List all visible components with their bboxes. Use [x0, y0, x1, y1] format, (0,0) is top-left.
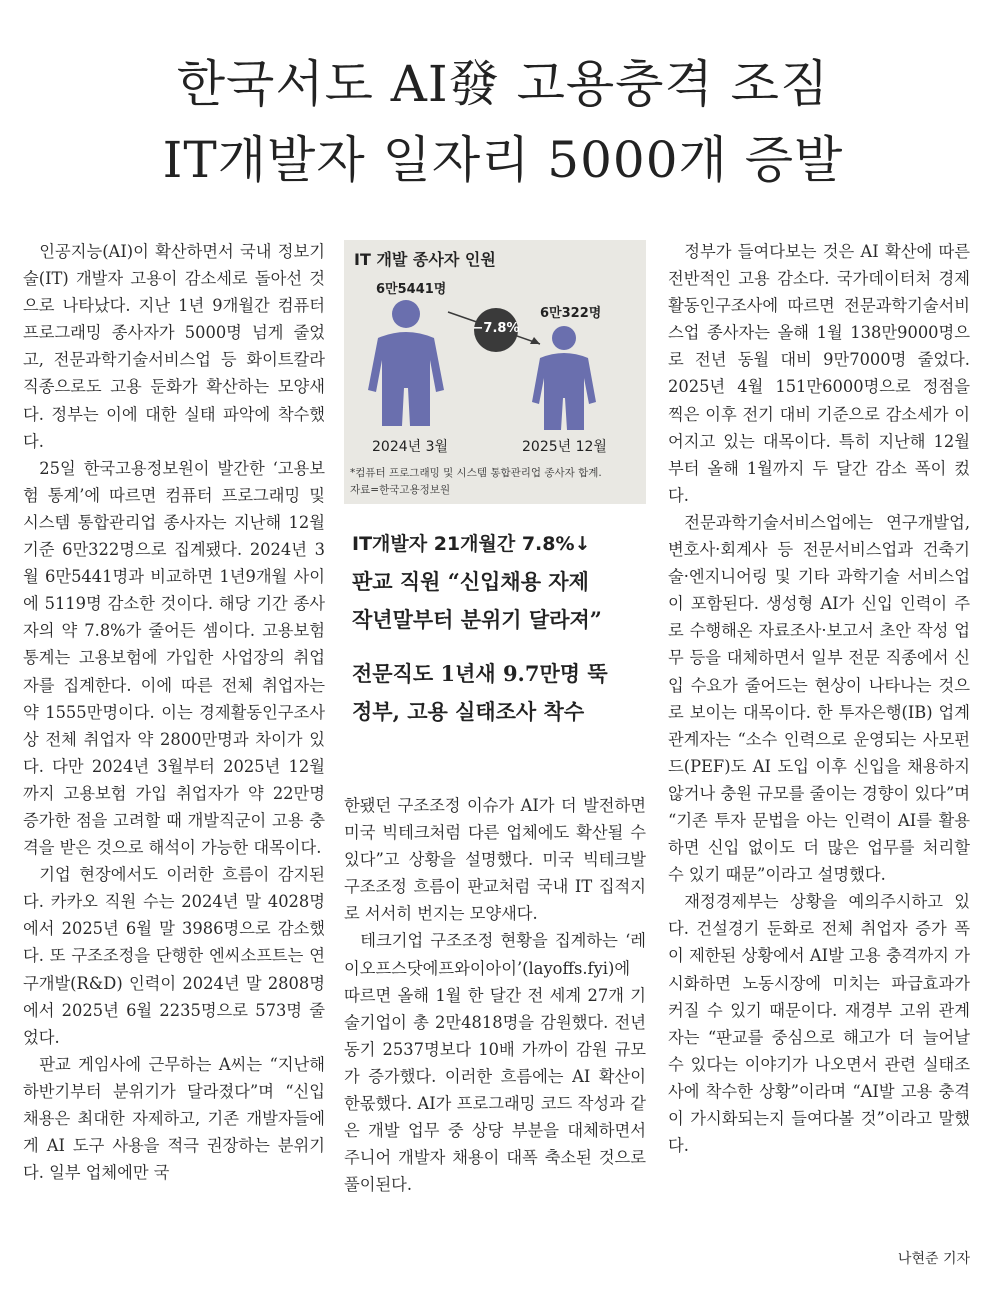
infographic-source: 자료=한국고용정보원	[350, 484, 451, 496]
infographic-title: IT 개발 종사자 인원	[354, 250, 496, 269]
subheadline: 작년말부터 분위기 달라져”	[352, 607, 602, 632]
infographic	[344, 240, 646, 504]
subheadline: IT개발자 21개월간 7.8%↓	[352, 533, 591, 555]
right-period-label: 2025년 12월	[522, 439, 607, 455]
headline-line-1: 한국서도 AI發 고용충격 조짐	[176, 55, 830, 113]
paragraph: 재정경제부는 상황을 예의주시하고 있다. 건설경기 둔화로 전체 취업자 증가 폭이 제한된 상황에서 AI발 고용 충격까지 가시화하면 노동시장에 미치는 파급효과가 커질 수 있기 때문이다. 재경부 고위 관계자는 “판교를 중심으로 해고가 더 늘어날 수 있다는 이야기가 나오면서 관련 실태조사에 착수한 상황”이라며 “AI발 고용 충격이 가시화되는지 들여다볼 것”이라고 말했다.	[668, 892, 970, 1156]
paragraph: 테크기업 구조조정 현황을 집계하는 ‘레이오프스닷에프와이아이’(layoffs.fyi)에 따르면 올해 1월 한 달간 전 세계 27개 기술기업이 총 2만4818명을 감원했다. 전년 동기 2537명보다 10배 가까이 감원 규모가 증가했다. 이러한 흐름에는 AI 확산이 한몫했다. AI가 프로그래밍 코드 작성과 같은 개발 업무 중 상당 부분을 대체하면서 주니어 개발자 채용이 대폭 축소된 것으로 풀이된다.	[344, 931, 646, 1195]
paragraph: 전문과학기술서비스업에는 연구개발업, 변호사·회계사 등 전문서비스업과 건축기술·엔지니어링 및 기타 과학기술 서비스업이 포함된다. 생성형 AI가 신입 인력이 주로 수행해온 자료조사·보고서 초안 작성 업무 등을 대체하면서 일부 전문 직종에서 신입 수요가 줄어드는 현상이 나타나는 것으로 보이는 대목이다. 한 투자은행(IB) 업계 관계자는 “소수 인력으로 운영되는 사모펀드(PEF)도 AI 도입 이후 신입을 채용하지 않거나 충원 규모를 줄이는 경향이 있다”며 “기존 투자 문법을 아는 인력이 AI를 활용하면 신입 없이도 더 많은 업무를 처리할 수 있기 때문”이라고 설명했다.	[668, 512, 970, 885]
paragraph: 인공지능(AI)이 확산하면서 국내 정보기술(IT) 개발자 고용이 감소세로 돌아선 것으로 나타났다. 지난 1년 9개월간 컴퓨터 프로그래밍 종사자가 5000명 넘게 줄었고, 전문과학기술서비스업 등 화이트칼라 직종으로도 고용 둔화가 확산하는 모양새다. 정부는 이에 대한 실태 파악에 착수했다.	[23, 242, 325, 451]
right-value-label: 6만322명	[540, 306, 602, 321]
paragraph: 기업 현장에서도 이러한 흐름이 감지된다. 카카오 직원 수는 2024년 말 4028명에서 2025년 6월 말 3986명으로 감소했다. 또 구조조정을 단행한 엔씨소프트는 연구개발(R&D) 인력이 2024년 말 2808명에서 2025년 6월 2235명으로 573명 줄었다.	[23, 865, 325, 1047]
article-column-1	[23, 238, 325, 1186]
article-column-3	[668, 238, 970, 1159]
article-column-2	[344, 792, 646, 1198]
paragraph: 한됐던 구조조정 이슈가 AI가 더 발전하면 미국 빅테크처럼 다른 업체에도 확산될 수 있다”고 상황을 설명했다. 미국 빅테크발 구조조정 흐름이 판교처럼 국내 IT 집적지로 서서히 번지는 모양새다.	[344, 796, 646, 924]
left-value-label: 6만5441명	[376, 282, 447, 297]
subheadline: 판교 직원 “신입채용 자제	[352, 569, 589, 594]
subheadline: 정부, 고용 실태조사 착수	[352, 699, 585, 724]
person-icon-large	[368, 300, 444, 426]
paragraph: 판교 게임사에 근무하는 A씨는 “지난해 하반기부터 분위기가 달라졌다”며 “신입 채용은 최대한 자제하고, 기존 개발자들에게 AI 도구 사용을 적극 권장하는 분위기다. 일부 업체에만 국	[23, 1054, 325, 1183]
paragraph: 정부가 들여다보는 것은 AI 확산에 따른 전반적인 고용 감소다. 국가데이터처 경제활동인구조사에 따르면 전문과학기술서비스업 종사자는 올해 1월 138만9000명으로 전년 동월 대비 9만7000명 줄었다. 2025년 4월 151만6000명으로 정점을 찍은 이후 전기 대비 기준으로 감소세가 이어지고 있는 대목이다. 특히 지난해 12월부터 올해 1월까지 두 달간 감소 폭이 컸다.	[668, 242, 970, 505]
byline: 나현준 기자	[897, 1251, 970, 1267]
headline-line-2: IT개발자 일자리 5000개 증발	[162, 131, 844, 189]
infographic-footnote: *컴퓨터 프로그래밍 및 시스템 통합관리업 종사자 합계.	[350, 467, 602, 479]
person-icon-small	[532, 326, 596, 430]
left-period-label: 2024년 3월	[372, 439, 449, 455]
article-column-3-wrap	[668, 238, 970, 1268]
subheadline-block	[344, 525, 646, 731]
subheadline: 전문직도 1년새 9.7만명 뚝	[352, 661, 608, 686]
change-label: −7.8%	[472, 321, 520, 336]
paragraph: 25일 한국고용정보원이 발간한 ‘고용보험 통계’에 따르면 컴퓨터 프로그래밍 및 시스템 통합관리업 종사자는 지난해 12월 기준 6만322명으로 집계됐다. 2024년 3월 6만5441명과 비교하면 1년9개월 사이에 5119명 감소한 것이다. 해당 기간 종사자의 약 7.8%가 줄어든 셈이다. 고용보험 통계는 고용보험에 가입한 사업장의 취업자를 집계한다. 이에 따른 전체 취업자는 약 1555만명이다. 이는 경제활동인구조사상 전체 취업자 약 2800만명과 차이가 있다. 다만 2024년 3월부터 2025년 12월까지 고용보험 가입 취업자가 약 22만명 증가한 점을 고려할 때 개발직군이 고용 충격을 받은 것으로 해석이 가능한 대목이다.	[23, 458, 325, 858]
